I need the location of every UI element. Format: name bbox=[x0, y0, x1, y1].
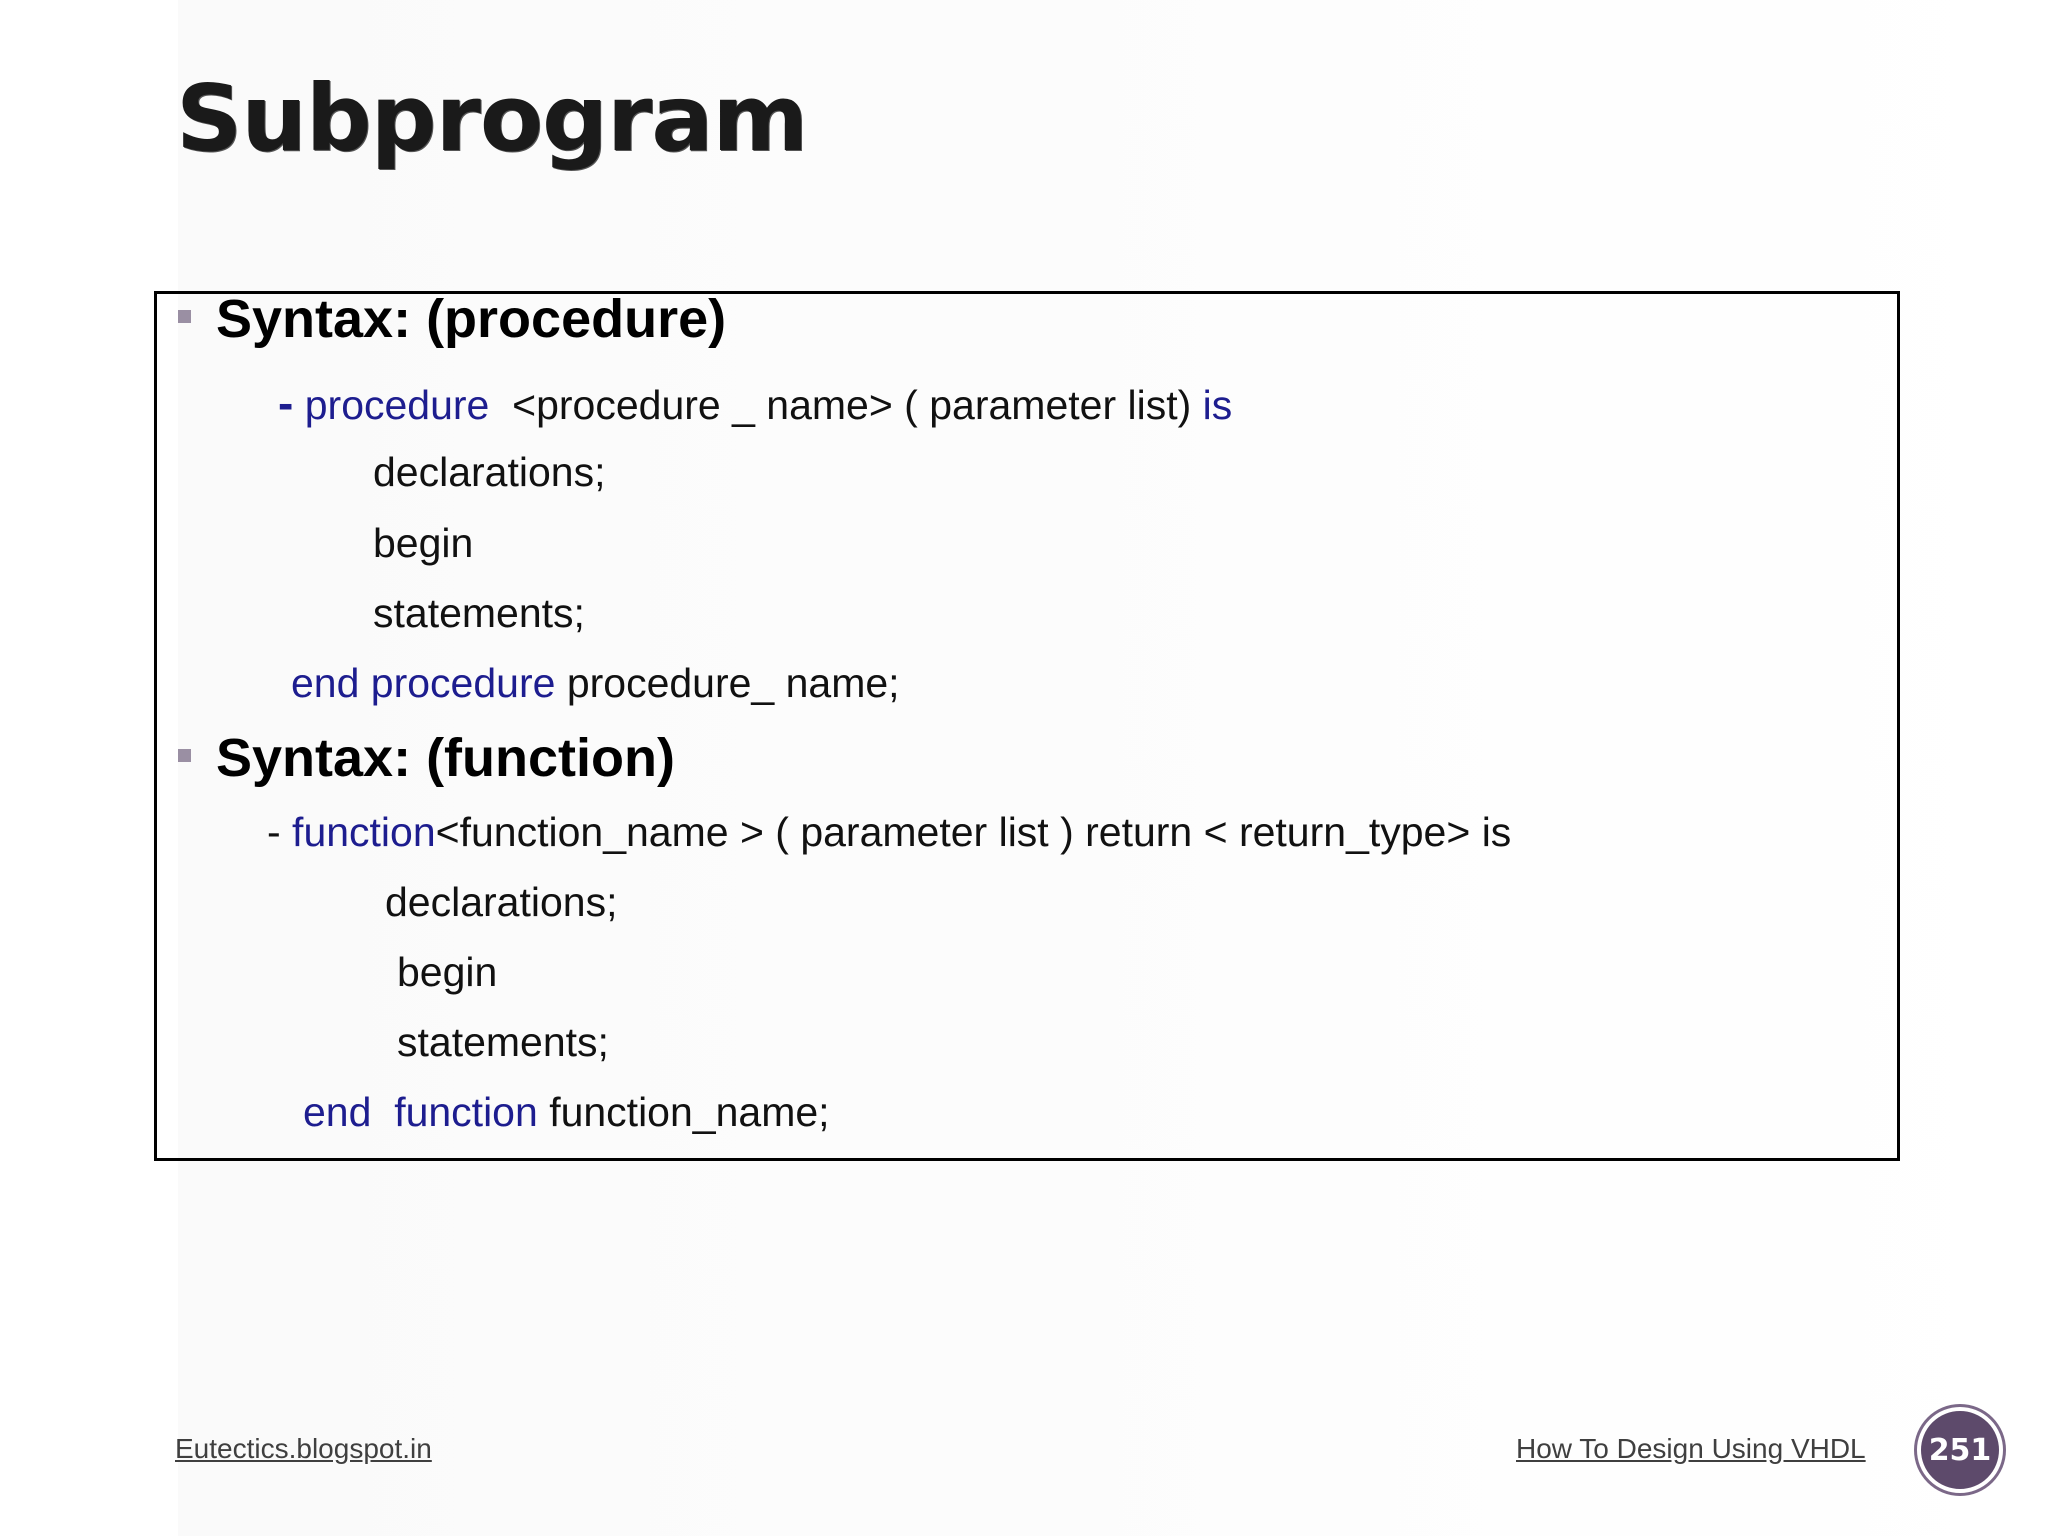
function-signature: <function_name > ( parameter list ) return < return_type> is bbox=[435, 809, 1512, 855]
footer-blog-link[interactable]: Eutectics.blogspot.in bbox=[175, 1433, 432, 1464]
procedure-line-declarations: declarations; bbox=[373, 449, 606, 495]
function-line-1 bbox=[267, 809, 1512, 855]
function-line-declarations: declarations; bbox=[385, 879, 618, 925]
bullet-function bbox=[178, 749, 191, 762]
function-line-statements: statements; bbox=[397, 1019, 609, 1065]
procedure-line-end bbox=[291, 660, 900, 706]
function-line-end bbox=[303, 1089, 830, 1135]
function-dash: - bbox=[267, 809, 293, 855]
slide-title: Subprogram bbox=[176, 65, 808, 172]
function-end-name: function_name; bbox=[537, 1089, 830, 1135]
bullet-procedure bbox=[178, 310, 191, 323]
procedure-keyword: procedure bbox=[304, 382, 490, 428]
function-line-begin: begin bbox=[397, 949, 498, 995]
procedure-line-statements: statements; bbox=[373, 590, 585, 636]
procedure-end-name: procedure_ name; bbox=[555, 660, 900, 706]
procedure-line-begin: begin bbox=[373, 520, 474, 566]
procedure-line-1 bbox=[278, 377, 1233, 429]
page-number-badge: 251 bbox=[1917, 1407, 2003, 1493]
procedure-end-keyword: end procedure bbox=[291, 660, 556, 706]
procedure-heading: Syntax: (procedure) bbox=[216, 289, 727, 349]
function-keyword: function bbox=[292, 809, 436, 855]
function-heading: Syntax: (function) bbox=[216, 728, 675, 788]
function-end-keyword: end function bbox=[303, 1089, 538, 1135]
procedure-is-keyword: is bbox=[1202, 382, 1233, 428]
procedure-dash: - bbox=[278, 377, 294, 429]
procedure-signature: <procedure _ name> ( parameter list) bbox=[489, 382, 1203, 428]
footer-title-link[interactable]: How To Design Using VHDL bbox=[1516, 1433, 1866, 1464]
